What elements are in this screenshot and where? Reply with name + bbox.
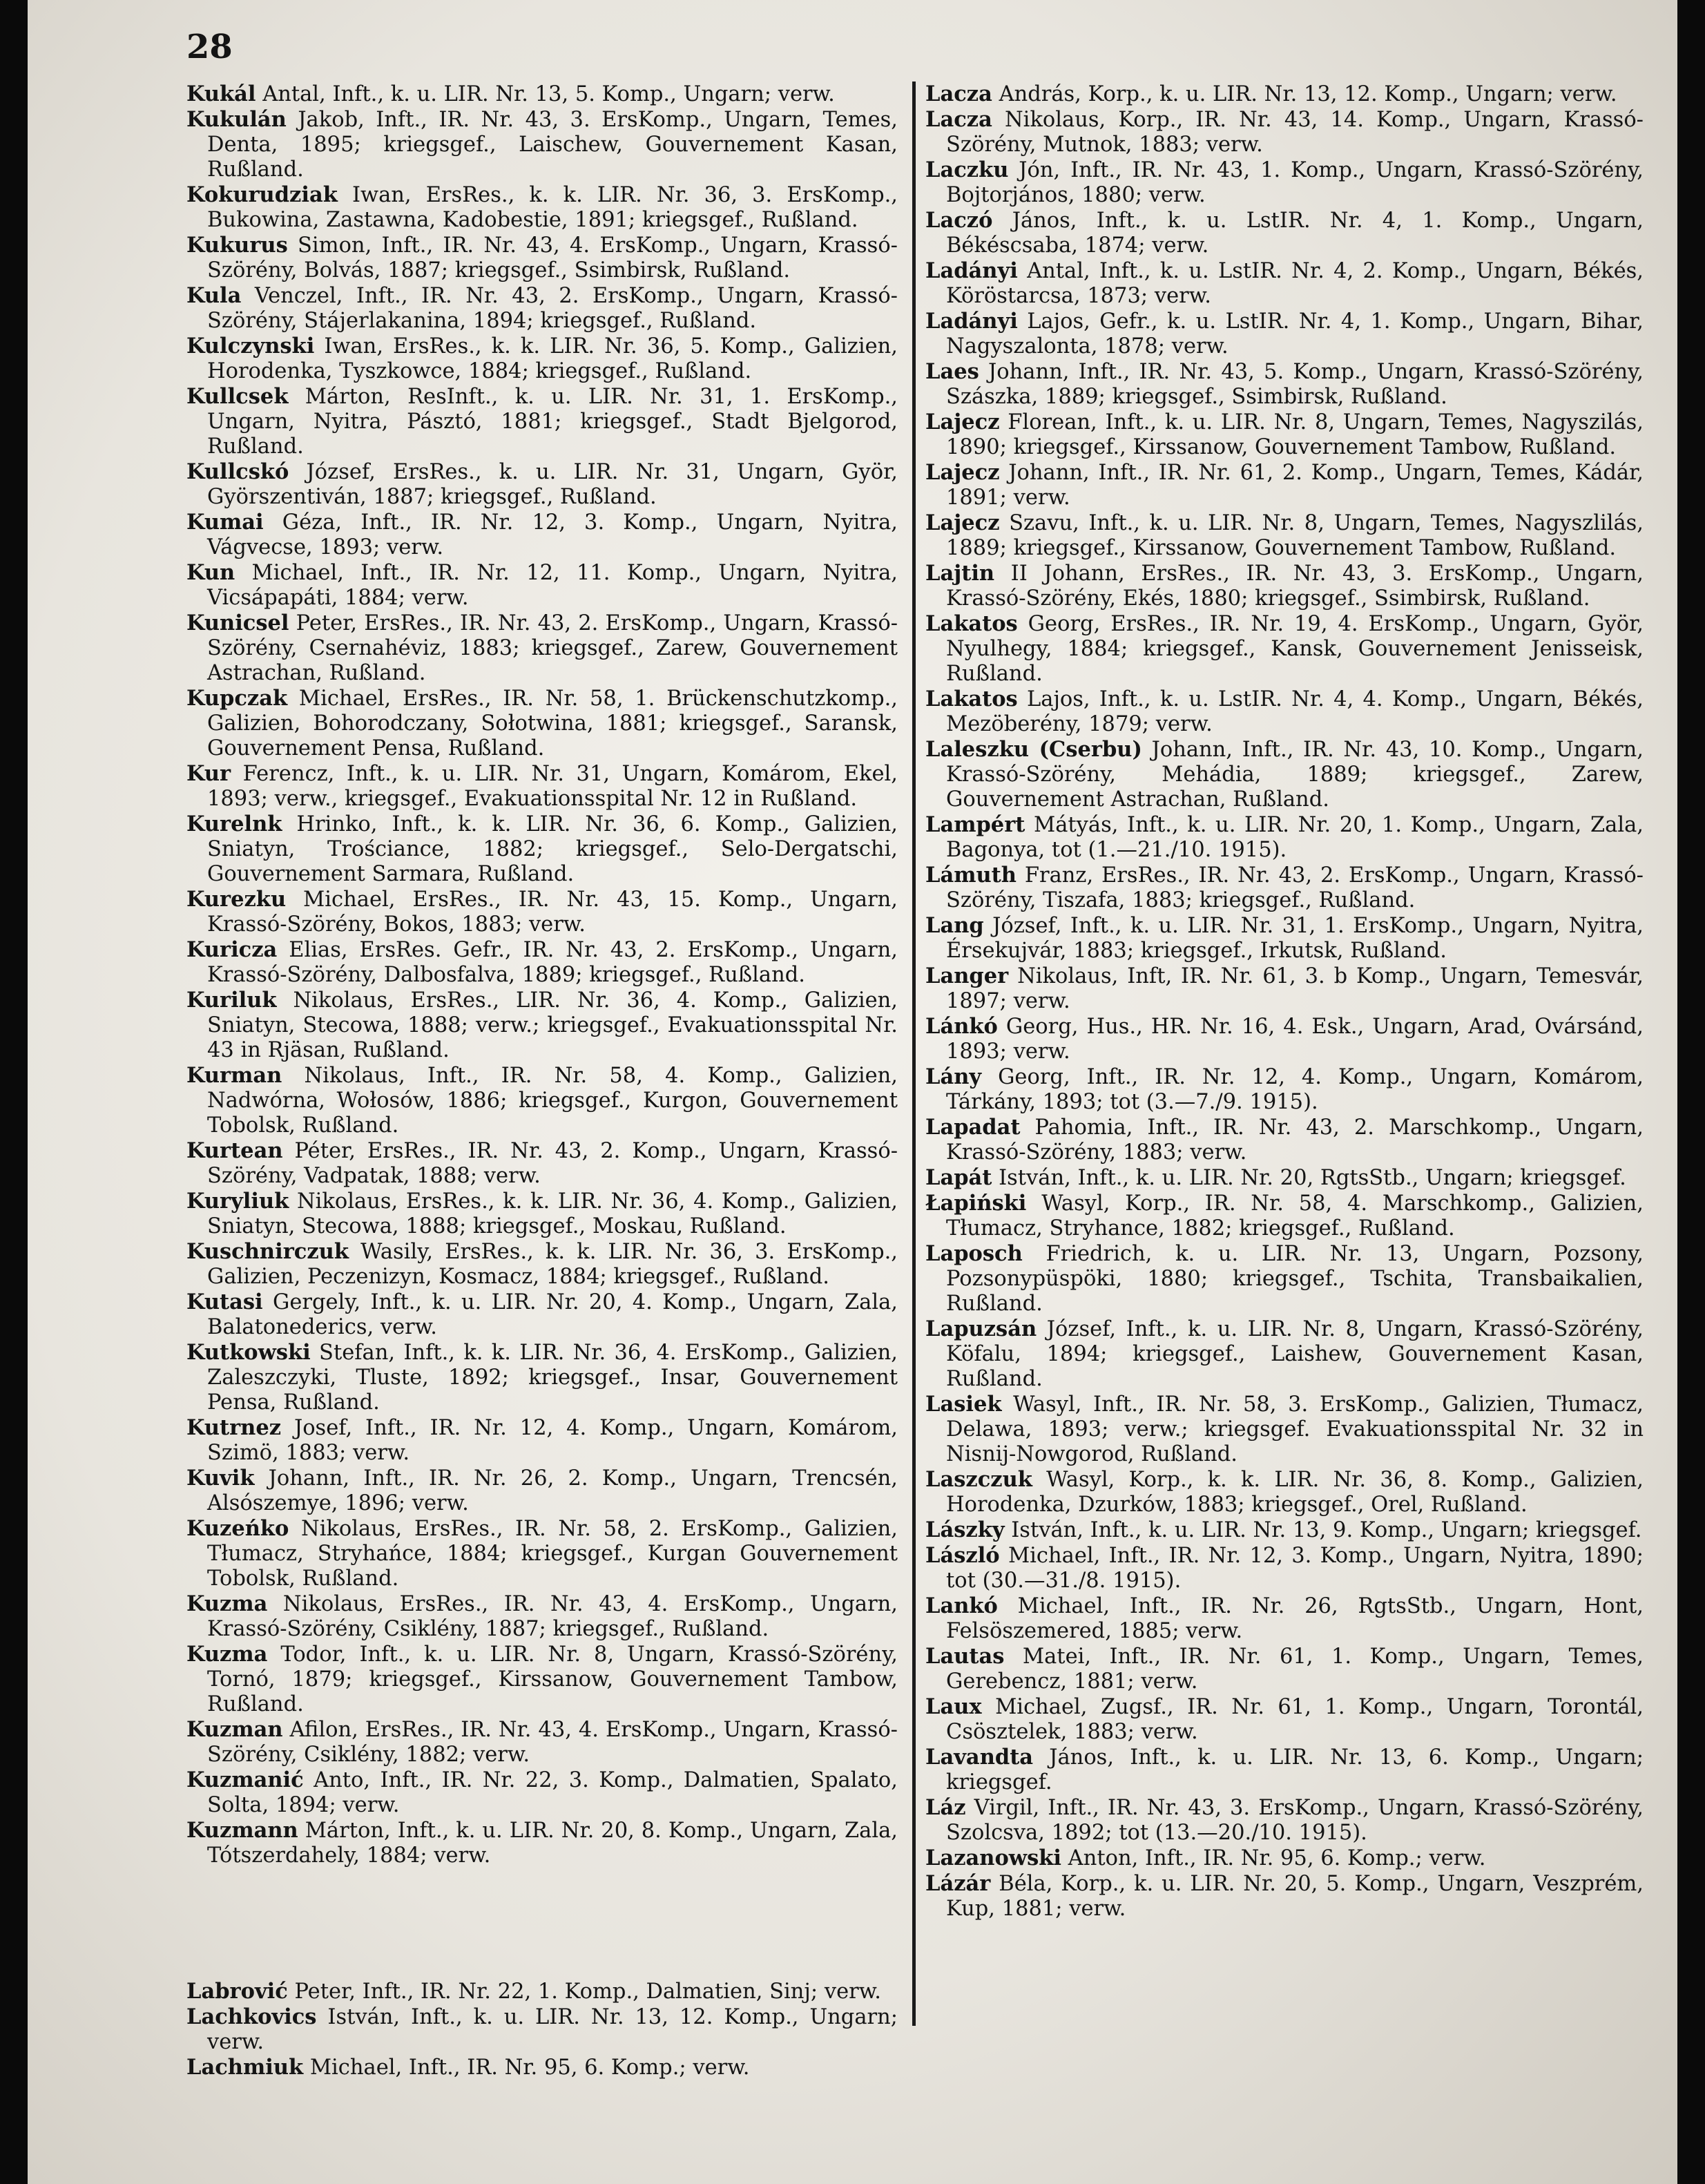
entry-details: Michael, Inft., IR. Nr. 26, RgtsStb., Ungarn, Hont, Felsöszemered, 1885; verw. <box>946 1594 1644 1643</box>
register-entry <box>186 887 898 937</box>
entry-details: Georg, Hus., HR. Nr. 16, 4. Esk., Ungarn, Arad, Ovársánd, 1893; verw. <box>946 1015 1644 1064</box>
register-entry <box>186 459 898 510</box>
register-entry <box>925 1795 1644 1846</box>
register-entry <box>186 182 898 233</box>
page-number: 28 <box>186 28 233 66</box>
entry-surname: Lavandta <box>925 1745 1034 1770</box>
entry-surname: Kurelnk <box>186 812 282 836</box>
register-entry <box>186 384 898 459</box>
entry-details: István, Inft., k. u. LIR. Nr. 13, 9. Komp., Ungarn; kriegsgef. <box>1004 1518 1642 1542</box>
entry-surname: Laczku <box>925 157 1009 182</box>
entry-surname: Lampért <box>925 812 1025 837</box>
register-entry <box>925 1191 1644 1241</box>
register-entry <box>186 1717 898 1768</box>
entry-details: Georg, Inft., IR. Nr. 12, 4. Komp., Ungarn, Komárom, Tárkány, 1893; tot (3.—7./9. 1915). <box>946 1065 1644 1114</box>
entry-surname: Kullcsek <box>186 384 289 409</box>
entry-surname: Kuriluk <box>186 988 277 1013</box>
entry-surname: László <box>925 1543 1000 1568</box>
entry-details: Nikolaus, Korp., IR. Nr. 43, 14. Komp., Ungarn, Krassó-Szörény, Mutnok, 1883; verw. <box>946 108 1644 157</box>
entry-surname: Lang <box>925 913 984 938</box>
entry-details: Matei, Inft., IR. Nr. 61, 1. Komp., Ungarn, Temes, Gerebencz, 1881; verw. <box>946 1645 1644 1694</box>
entry-details: Todor, Inft., k. u. LIR. Nr. 8, Ungarn, Krassó-Szörény, Tornó, 1879; kriegsgef., Kirssanow, Gouvernement Tambow, Rußland. <box>207 1642 898 1716</box>
register-entry <box>925 1165 1644 1191</box>
entry-details: Márton, ResInft., k. u. LIR. Nr. 31, 1. ErsKomp., Ungarn, Nyitra, Pásztó, 1881; kriegsgef., Stadt Bjelgorod, Rußland. <box>207 385 898 459</box>
register-entry <box>186 1642 898 1717</box>
entry-details: Simon, Inft., IR. Nr. 43, 4. ErsKomp., Ungarn, Krassó-Szörény, Bolvás, 1887; kriegsgef., Ssimbirsk, Rußland. <box>207 233 898 282</box>
entry-details: János, Inft., k. u. LIR. Nr. 13, 6. Komp., Ungarn; kriegsgef. <box>946 1745 1644 1794</box>
entry-surname: Lajecz <box>925 460 1000 485</box>
entry-surname: Laes <box>925 359 979 384</box>
entry-surname: Kokurudziak <box>186 182 338 207</box>
register-entry <box>186 510 898 560</box>
entry-surname: Kuzmanić <box>186 1768 304 1792</box>
entry-surname: Lapuzsán <box>925 1316 1037 1341</box>
register-entry <box>186 560 898 611</box>
entry-surname: Kukál <box>186 82 256 106</box>
register-entry <box>186 1818 898 1868</box>
entry-details: Pahomia, Inft., IR. Nr. 43, 2. Marschkomp., Ungarn, Krassó-Szörény, 1883; verw. <box>946 1115 1644 1165</box>
entry-details: Iwan, ErsRes., k. k. LIR. Nr. 36, 3. ErsKomp., Bukowina, Zastawna, Kadobestie, 1891; kriegsgef., Rußland. <box>207 183 898 232</box>
entry-details: János, Inft., k. u. LstIR. Nr. 4, 1. Komp., Ungarn, Békéscsaba, 1874; verw. <box>946 209 1644 258</box>
register-entry <box>186 611 898 686</box>
register-entry <box>925 258 1644 309</box>
register-entry <box>925 1014 1644 1064</box>
register-entry <box>925 309 1644 359</box>
entry-details: Nikolaus, Inft., IR. Nr. 58, 4. Komp., Galizien, Nadwórna, Wołosów, 1886; kriegsgef., Kurgon, Gouvernement Tobolsk, Rußland. <box>207 1064 898 1138</box>
entry-details: Peter, Inft., IR. Nr. 22, 1. Komp., Dalmatien, Sinj; verw. <box>287 1980 881 2004</box>
entry-surname: Laux <box>925 1694 982 1719</box>
entry-surname: Kun <box>186 560 235 585</box>
entry-surname: Laposch <box>925 1241 1023 1266</box>
register-entry <box>186 107 898 182</box>
entry-surname: Lautas <box>925 1644 1005 1669</box>
entry-details: Friedrich, k. u. LIR. Nr. 13, Ungarn, Pozsony, Pozsonypüspöki, 1880; kriegsgef., Tschita, Transbaikalien, Rußland. <box>946 1242 1644 1316</box>
entry-surname: Kula <box>186 283 242 308</box>
entry-details: Wasily, ErsRes., k. k. LIR. Nr. 36, 3. ErsKomp., Galizien, Peczenizyn, Kosmacz, 1884; kriegsgef., Rußland. <box>207 1240 898 1289</box>
entry-details: Johann, Inft., IR. Nr. 61, 2. Komp., Ungarn, Temes, Kádár, 1891; verw. <box>946 461 1644 510</box>
register-entry <box>925 1871 1644 1922</box>
entry-surname: Langer <box>925 964 1009 988</box>
entry-details: István, Inft., k. u. LIR. Nr. 20, RgtsStb., Ungarn; kriegsgef. <box>992 1166 1626 1190</box>
entry-details: Iwan, ErsRes., k. k. LIR. Nr. 36, 5. Komp., Galizien, Horodenka, Tyszkowce, 1884; kriegsgef., Rußland. <box>207 334 898 383</box>
entry-details: Peter, ErsRes., IR. Nr. 43, 2. ErsKomp., Ungarn, Krassó-Szörény, Csernahéviz, 1883; kriegsgef., Zarew, Gouvernement Astrachan, Rußland. <box>207 611 898 685</box>
entry-details: Géza, Inft., IR. Nr. 12, 3. Komp., Ungarn, Nyitra, Vágvecse, 1893; verw. <box>207 510 898 559</box>
register-entry <box>186 1340 898 1415</box>
entry-details: Márton, Inft., k. u. LIR. Nr. 20, 8. Komp., Ungarn, Zala, Tótszerdahely, 1884; verw. <box>207 1819 898 1868</box>
entry-surname: Lachkovics <box>186 2004 317 2029</box>
register-entry <box>186 937 898 988</box>
register-entry <box>925 611 1644 687</box>
entry-details: Jakob, Inft., IR. Nr. 43, 3. ErsKomp., Ungarn, Temes, Denta, 1895; kriegsgef., Laischew, Gouvernement Kasan, Rußland. <box>207 108 898 182</box>
entry-details: Ferencz, Inft., k. u. LIR. Nr. 31, Ungarn, Komárom, Ekel, 1893; verw., kriegsgef., Evakuationsspital Nr. 12 in Rußland. <box>207 762 898 811</box>
entry-details: Franz, ErsRes., IR. Nr. 43, 2. ErsKomp., Ungarn, Krassó-Szörény, Tiszafa, 1883; kriegsgef., Rußland. <box>946 863 1644 912</box>
register-entry <box>925 1846 1644 1871</box>
register-entry <box>186 1415 898 1466</box>
entry-surname: Kupczak <box>186 686 288 711</box>
register-entry <box>186 812 898 887</box>
entry-surname: Lapadat <box>925 1115 1021 1140</box>
register-entry <box>925 1517 1644 1543</box>
register-entry <box>925 1745 1644 1795</box>
entry-surname: Lajecz <box>925 510 1000 535</box>
register-entry <box>925 561 1644 611</box>
register-entry <box>925 863 1644 913</box>
register-entry <box>925 1064 1644 1115</box>
register-entry <box>925 107 1644 157</box>
register-entry <box>186 1189 898 1239</box>
register-entry <box>925 1467 1644 1517</box>
register-entry <box>925 1115 1644 1165</box>
register-entry <box>925 410 1644 460</box>
register-entry <box>186 1516 898 1591</box>
register-entry <box>186 1290 898 1340</box>
entry-surname: Kuryliuk <box>186 1189 289 1214</box>
document-page <box>28 0 1677 2184</box>
entry-details: József, Inft., k. u. LIR. Nr. 8, Ungarn, Krassó-Szörény, Köfalu, 1894; kriegsgef., Laishew, Gouvernement Kasan, Rußland. <box>946 1317 1644 1391</box>
entry-surname: Kurezku <box>186 887 287 912</box>
right-column <box>925 82 1644 1922</box>
register-entry <box>925 737 1644 812</box>
register-entry <box>186 1979 898 2004</box>
entry-surname: Laszczuk <box>925 1467 1032 1492</box>
entry-surname: Lány <box>925 1064 982 1089</box>
entry-details: Anto, Inft., IR. Nr. 22, 3. Komp., Dalmatien, Spalato, Solta, 1894; verw. <box>207 1768 898 1817</box>
register-entry <box>925 157 1644 208</box>
entry-surname: Lasiek <box>925 1392 1002 1417</box>
entry-surname: Lászky <box>925 1517 1005 1542</box>
entry-details: József, ErsRes., k. u. LIR. Nr. 31, Ungarn, Györ, Györszentiván, 1887; kriegsgef., Rußland. <box>207 460 898 509</box>
register-entry <box>186 283 898 334</box>
entry-details: Nikolaus, ErsRes., IR. Nr. 58, 2. ErsKomp., Galizien, Tłumacz, Stryhańce, 1884; kriegsgef., Kurgan Gouvernement Tobolsk, Rußland. <box>207 1517 898 1591</box>
register-entry <box>925 1644 1644 1694</box>
entry-details: Johann, Inft., IR. Nr. 26, 2. Komp., Ungarn, Trencsén, Alsószemye, 1896; verw. <box>207 1466 898 1515</box>
entry-details: András, Korp., k. u. LIR. Nr. 13, 12. Komp., Ungarn; verw. <box>992 82 1617 106</box>
entry-details: Mátyás, Inft., k. u. LIR. Nr. 20, 1. Komp., Ungarn, Zala, Bagonya, tot (1.—21./10. 1915). <box>946 813 1644 862</box>
register-entry <box>186 1768 898 1818</box>
entry-details: Antal, Inft., k. u. LstIR. Nr. 4, 2. Komp., Ungarn, Békés, Köröstarcsa, 1873; verw. <box>946 259 1644 308</box>
entry-surname: Kuzmann <box>186 1818 298 1843</box>
entry-surname: Lankó <box>925 1593 998 1618</box>
entry-surname: Kuzma <box>186 1642 268 1667</box>
entry-details: Johann, Inft., IR. Nr. 43, 10. Komp., Ungarn, Krassó-Szörény, Mehádia, 1889; kriegsgef., Zarew, Gouvernement Astrachan, Rußland. <box>946 738 1644 812</box>
entry-details: Anton, Inft., IR. Nr. 95, 6. Komp.; verw. <box>1061 1846 1486 1870</box>
column-divider <box>912 82 916 2026</box>
entry-details: Béla, Korp., k. u. LIR. Nr. 20, 5. Komp., Ungarn, Veszprém, Kup, 1881; verw. <box>946 1872 1644 1921</box>
register-entry <box>925 964 1644 1014</box>
entry-details: Gergely, Inft., k. u. LIR. Nr. 20, 4. Komp., Ungarn, Zala, Balatonederics, verw. <box>207 1290 898 1339</box>
entry-details: Hrinko, Inft., k. k. LIR. Nr. 36, 6. Komp., Galizien, Sniatyn, Trościance, 1882; kriegsgef., Selo-Dergatschi, Gouvernement Sarmara, Rußland. <box>207 812 898 886</box>
entry-surname: Láz <box>925 1795 966 1820</box>
entry-surname: Kuzman <box>186 1717 283 1742</box>
entry-details: Antal, Inft., k. u. LIR. Nr. 13, 5. Komp., Ungarn; verw. <box>256 82 835 106</box>
entry-details: Lajos, Gefr., k. u. LstIR. Nr. 4, 1. Komp., Ungarn, Bihar, Nagyszalonta, 1878; verw. <box>946 309 1644 358</box>
entry-details: Michael, Inft., IR. Nr. 12, 11. Komp., Ungarn, Nyitra, Vicsápapáti, 1884; verw. <box>207 561 898 610</box>
register-entry <box>186 334 898 384</box>
register-entry <box>925 208 1644 258</box>
entry-details: József, Inft., k. u. LIR. Nr. 31, 1. ErsKomp., Ungarn, Nyitra, Érsekujvár, 1883; kriegsgef., Irkutsk, Rußland. <box>946 914 1644 963</box>
entry-surname: Kulczynski <box>186 334 315 358</box>
register-entry <box>186 233 898 283</box>
entry-details: Johann, Inft., IR. Nr. 43, 5. Komp., Ungarn, Krassó-Szörény, Szászka, 1889; kriegsgef., Ssimbirsk, Rußland. <box>946 360 1644 409</box>
entry-details: Afilon, ErsRes., IR. Nr. 43, 4. ErsKomp., Ungarn, Krassó-Szörény, Csiklény, 1882; verw. <box>207 1718 898 1767</box>
register-entry <box>925 460 1644 510</box>
entry-details: Jón, Inft., IR. Nr. 43, 1. Komp., Ungarn, Krassó-Szörény, Bojtorjános, 1880; verw. <box>946 158 1644 207</box>
entry-surname: Kur <box>186 761 231 786</box>
entry-details: Wasyl, Korp., IR. Nr. 58, 4. Marschkomp., Galizien, Tłumacz, Stryhance, 1882; kriegsgef., Rußland. <box>946 1191 1644 1241</box>
register-entry <box>186 1138 898 1189</box>
entry-surname: Lacza <box>925 107 992 132</box>
left-column <box>186 82 898 2080</box>
register-entry <box>186 2004 898 2055</box>
entry-details: Wasyl, Inft., IR. Nr. 58, 3. ErsKomp., Galizien, Tłumacz, Delawa, 1893; verw.; kriegsgef. Evakuationsspital Nr. 32 in Nisnij-Nowgorod, Rußland. <box>946 1392 1644 1466</box>
entry-surname: Lapát <box>925 1165 992 1190</box>
register-entry <box>925 1316 1644 1392</box>
entry-details: Elias, ErsRes. Gefr., IR. Nr. 43, 2. ErsKomp., Ungarn, Krassó-Szörény, Dalbosfalva, 1889; kriegsgef., Rußland. <box>207 938 898 987</box>
entry-surname: Kukurus <box>186 233 288 258</box>
entry-surname: Kukulán <box>186 107 287 132</box>
entry-surname: Lachmiuk <box>186 2055 304 2080</box>
entry-surname: Kurman <box>186 1063 282 1088</box>
entry-surname: Lakatos <box>925 687 1018 711</box>
entry-details: Nikolaus, Inft, IR. Nr. 61, 3. b Komp., Ungarn, Temesvár, 1897; verw. <box>946 964 1644 1013</box>
entry-details: Nikolaus, ErsRes., IR. Nr. 43, 4. ErsKomp., Ungarn, Krassó-Szörény, Csiklény, 1887; kriegsgef., Rußland. <box>207 1592 898 1641</box>
entry-surname: Kuvik <box>186 1466 255 1491</box>
register-entry <box>925 1392 1644 1467</box>
register-entry <box>925 1593 1644 1644</box>
section-gap <box>186 1868 898 1979</box>
entry-surname: Lacza <box>925 82 992 106</box>
entry-surname: Kurtean <box>186 1138 283 1163</box>
entry-details: Nikolaus, ErsRes., k. k. LIR. Nr. 36, 4. Komp., Galizien, Sniatyn, Stecowa, 1888; kriegsgef., Moskau, Rußland. <box>207 1189 898 1238</box>
register-entry <box>186 1239 898 1290</box>
entry-surname: Kunicsel <box>186 611 289 635</box>
entry-details: Josef, Inft., IR. Nr. 12, 4. Komp., Ungarn, Komárom, Szimö, 1883; verw. <box>207 1416 898 1465</box>
register-entry <box>186 82 898 107</box>
register-entry <box>186 2055 898 2080</box>
entry-details: Szavu, Inft., k. u. LIR. Nr. 8, Ungarn, Temes, Nagyszlilás, 1889; kriegsgef., Kirssanow, Gouvernement Tambow, Rußland. <box>946 511 1644 560</box>
entry-surname: Lámuth <box>925 863 1017 888</box>
entry-details: Wasyl, Korp., k. k. LIR. Nr. 36, 8. Komp., Galizien, Horodenka, Dzurków, 1883; kriegsgef., Orel, Rußland. <box>946 1468 1644 1517</box>
entry-details: Péter, ErsRes., IR. Nr. 43, 2. Komp., Ungarn, Krassó-Szörény, Vadpatak, 1888; verw. <box>207 1139 898 1188</box>
entry-surname: Kullcskó <box>186 459 289 484</box>
entry-details: Lajos, Inft., k. u. LstIR. Nr. 4, 4. Komp., Ungarn, Békés, Mezöberény, 1879; verw. <box>946 687 1644 736</box>
register-entry <box>925 1694 1644 1745</box>
register-entry <box>925 687 1644 737</box>
entry-details: Michael, ErsRes., IR. Nr. 58, 1. Brückenschutzkomp., Galizien, Bohorodczany, Sołotwina, 1881; kriegsgef., Saransk, Gouvernement Pensa, Rußland. <box>207 687 898 760</box>
entry-details: István, Inft., k. u. LIR. Nr. 13, 12. Komp., Ungarn; verw. <box>207 2005 898 2054</box>
entry-surname: Lajtin <box>925 561 995 586</box>
register-entry <box>925 812 1644 863</box>
entry-surname: Laczó <box>925 208 993 233</box>
entry-surname: Kuschnirczuk <box>186 1239 349 1264</box>
entry-surname: Lázár <box>925 1871 991 1896</box>
register-entry <box>925 510 1644 561</box>
register-entry <box>186 686 898 761</box>
entry-details: Virgil, Inft., IR. Nr. 43, 3. ErsKomp., Ungarn, Krassó-Szörény, Szolcsva, 1892; tot (13.—20./10. 1915). <box>946 1796 1644 1845</box>
entry-surname: Kuzma <box>186 1591 268 1616</box>
entry-surname: Kuricza <box>186 937 278 962</box>
register-entry <box>186 761 898 812</box>
entry-details: Florean, Inft., k. u. LIR. Nr. 8, Ungarn, Temes, Nagyszilás, 1890; kriegsgef., Kirssanow, Gouvernement Tambow, Rußland. <box>946 410 1644 459</box>
register-entry <box>925 913 1644 964</box>
entry-surname: Kutkowski <box>186 1340 311 1365</box>
register-entry <box>925 1543 1644 1593</box>
register-entry <box>186 1063 898 1138</box>
entry-surname: Lakatos <box>925 611 1018 636</box>
register-entry <box>186 988 898 1063</box>
entry-surname: Lazanowski <box>925 1846 1061 1870</box>
entry-surname: Lajecz <box>925 410 1000 434</box>
entry-surname: Kuzeńko <box>186 1516 289 1541</box>
entry-surname: Lánkó <box>925 1014 998 1039</box>
register-entry <box>925 82 1644 107</box>
entry-details: Stefan, Inft., k. k. LIR. Nr. 36, 4. ErsKomp., Galizien, Zaleszczyki, Tluste, 1892; kriegsgef., Insar, Gouvernement Pensa, Rußland. <box>207 1341 898 1415</box>
entry-details: Venczel, Inft., IR. Nr. 43, 2. ErsKomp., Ungarn, Krassó-Szörény, Stájerlakanina, 1894; kriegsgef., Rußland. <box>207 284 898 333</box>
entry-surname: Ladányi <box>925 309 1018 334</box>
entry-details: II Johann, ErsRes., IR. Nr. 43, 3. ErsKomp., Ungarn, Krassó-Szörény, Ekés, 1880; kriegsgef., Ssimbirsk, Rußland. <box>946 562 1644 611</box>
entry-details: Georg, ErsRes., IR. Nr. 19, 4. ErsKomp., Ungarn, Györ, Nyulhegy, 1884; kriegsgef., Kansk, Gouvernement Jenisseisk, Rußland. <box>946 612 1644 686</box>
entry-surname: Kutrnez <box>186 1415 282 1440</box>
entry-surname: Kutasi <box>186 1290 263 1314</box>
entry-details: Michael, ErsRes., IR. Nr. 43, 15. Komp., Ungarn, Krassó-Szörény, Bokos, 1883; verw. <box>207 888 898 937</box>
entry-details: Michael, Zugsf., IR. Nr. 61, 1. Komp., Ungarn, Torontál, Csösztelek, 1883; verw. <box>946 1695 1644 1744</box>
entry-details: Michael, Inft., IR. Nr. 95, 6. Komp.; verw. <box>303 2056 750 2080</box>
entry-surname: Łapiński <box>925 1191 1027 1216</box>
register-entry <box>186 1591 898 1642</box>
entry-details: Nikolaus, ErsRes., LIR. Nr. 36, 4. Komp., Galizien, Sniatyn, Stecowa, 1888; verw.; kriegsgef., Evakuationsspital Nr. 43 in Rjäsan, Rußland. <box>207 988 898 1062</box>
register-entry <box>925 1241 1644 1316</box>
entry-surname: Laleszku (Cserbu) <box>925 737 1142 762</box>
entry-details: Michael, Inft., IR. Nr. 12, 3. Komp., Ungarn, Nyitra, 1890; tot (30.—31./8. 1915). <box>946 1544 1644 1593</box>
entry-surname: Labrović <box>186 1979 288 2004</box>
register-entry <box>925 359 1644 410</box>
register-entry <box>186 1466 898 1516</box>
entry-surname: Ladányi <box>925 258 1018 283</box>
entry-surname: Kumai <box>186 510 264 535</box>
